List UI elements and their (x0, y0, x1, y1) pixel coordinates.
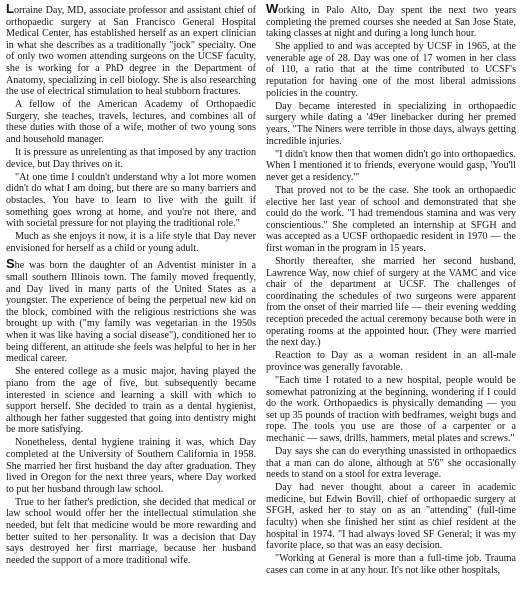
paragraph-text: orking in Palo Alto, Day spent the next two years completing the premed courses she needed at San Jose State, taking classes at night and during a long lunch hour. (266, 5, 516, 40)
paragraph: Day became interested in specializing in orthopaedic surgery while dating a '49er linebacker during her premed years. "The Niners were terrible in those days, always getting incredible injuries. (266, 100, 516, 147)
paragraph (6, 256, 256, 365)
paragraph-text: orraine Day, MD, associate professor and assistant chief of orthopaedic surgery at San Francisco General Hospital Medical Center, has established herself as an expert clinician in what she describes as a traditionally "jock" specialty. One of only two women attending surgeons on the UCSF faculty, she is working for a PhD degree in the Department of Anatomy, specializing in cell biology. She is also researching the use of electrical stimulation to heal stubborn fractures. (6, 5, 256, 98)
paragraph-text: he was born the daughter of an Adventist minister in a small southern Illinois town. The family moved frequently, and Day lived in many parts of the United States as a youngster. The experience of being the perpetual new kid on the block, combined with the religious restrictions she was brought up with ("my family was vegetarian in the 1950s when it was like having a social disease"), conditioned her to being different, an attitude she feels was helpful to her in her medical career. (6, 260, 256, 365)
paragraph: True to her father's prediction, she decided that medical or law school would offer her the intellectual stimulation she needed, but felt that medicine would be more rewarding and better suited to her personality. It was a decision that Day says destroyed her first marriage, because her husband needed the support of a more traditional wife. (6, 496, 256, 566)
drop-cap: W (266, 1, 279, 16)
paragraph: She entered college as a music major, having played the piano from the age of five, but subsequently became interested in science and learning a skill with which to support herself. She decided to train as a dental hygienist, although her father suggested that going into dentistry might be more satisfying. (6, 366, 256, 436)
paragraph: "Each time I rotated to a new hospital, people would be somewhat patronizing at the beginning, wondering if I could do the work. Orthopaedics is physically demanding — you set up 35 pounds of traction with bedframes, weight bugs and rope. The tools you use are those of a carpenter or a mechanic — saws, drills, hammers, metal plates and screws." (266, 374, 516, 444)
paragraph: "Working at General is more than a full-time job. Trauma cases can come in at any hour. It's not like other hospitals, (266, 553, 516, 576)
paragraph: Much as she enjoys it now, it is a life style that Day never envisioned for herself as a child or young adult. (6, 231, 256, 254)
drop-cap: L (6, 1, 14, 16)
paragraph (266, 1, 516, 40)
paragraph: She applied to and was accepted by UCSF in 1965, at the venerable age of 28. Day was one of 17 women in her class of 110, a ratio that at the time contributed to UCSF's reputation for having one of the most liberal admissions policies in the country. (266, 41, 516, 99)
drop-cap: S (6, 256, 15, 272)
paragraph: A fellow of the American Academy of Orthopaedic Surgery, she teaches, travels, lectures, and combines all of these duties with those of a wife, mother of two young sons and household manager. (6, 99, 256, 146)
paragraph: That proved not to be the case. She took an orthopaedic elective her last year of school and demonstrated that she could do the work. "I had tremendous stamina and was very conscientious." She completed an internship at SFGH and was accepted as a UCSF orthopaedic resident in 1970 — the first woman in the program in 15 years. (266, 184, 516, 254)
paragraph: Day had never thought about a career in academic medicine, but Edwin Bovill, chief of orthopaedic surgery at SFGH, asked her to stay on as an "attending" (full-time faculty) when she finished her stint as chief resident at the hospital in 1974. "I had always loved SF General; it was my favorite place, so that was an easy decision. (266, 482, 516, 552)
paragraph: Shortly thereafter, she married her second husband, Lawrence Way, now chief of surgery at the VAMC and vice chair of the department at UCSF. The challenges of coordinating the schedules of two surgeons were apparent from the onset of their married life — their evening wedding reception preceded the actual ceremony because both were in operating rooms at the appointed hour. (They were married the next day.) (266, 255, 516, 349)
paragraph: It is pressure as unrelenting as that imposed by any traction device, but Day thrives on it. (6, 147, 256, 170)
paragraph: "At one time I couldn't understand why a lot more women didn't do what I am doing, but there are so many barriers and obstacles. You have to learn to live with the guilt if something goes wrong at home, and you're not there, and with societal pressure for not playing the traditional role." (6, 171, 256, 230)
right-column (266, 1, 516, 598)
paragraph: "I didn't know then that women didn't go into orthopaedics. When I mentioned it to friends, everyone would gasp, 'You'll never get a residency.'" (266, 148, 516, 183)
paragraph: Day says she can do everything unassisted in orthopaedics that a man can do alone, although at 5'6" she occasionally needs to stand on a stool for extra leverage. (266, 445, 516, 481)
paragraph: Nonetheless, dental hygiene training it was, which Day completed at the University of Southern California in 1958. She married her first husband the day after graduation. They lived in Oregon for the next three years, where Day worked to put her husband through law school. (6, 437, 256, 495)
paragraph: Reaction to Day as a woman resident in an all-male province was generally favorable. (266, 350, 516, 373)
left-column (6, 1, 256, 598)
paragraph (6, 1, 256, 98)
